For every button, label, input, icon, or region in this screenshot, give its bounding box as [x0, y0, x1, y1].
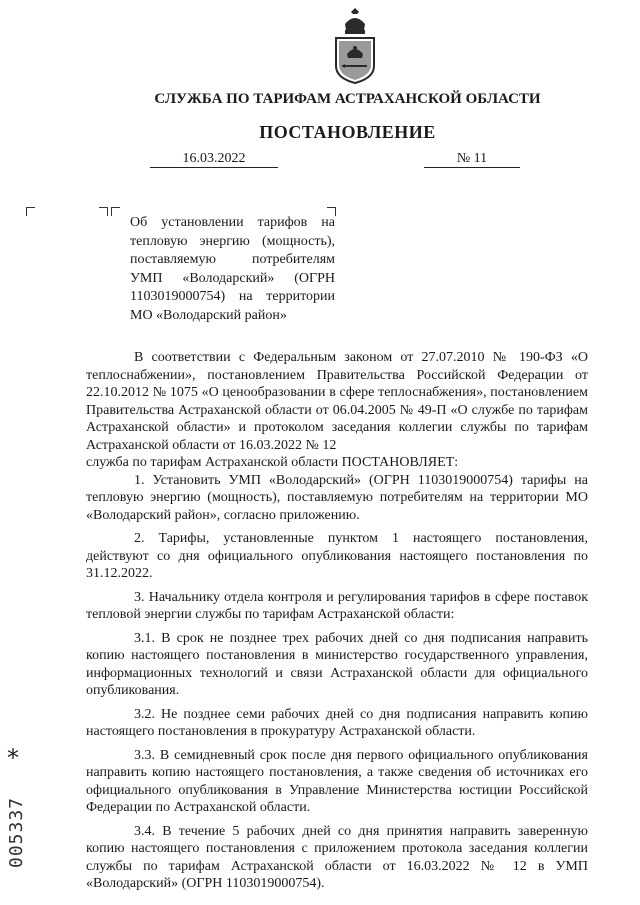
- body-paragraph: 3.3. В семидневный срок после дня первого официального опубликования направить копию настоящего постановления, а также сведения об источниках его официального опубликования в Управление Министерства юстиции Российской Федерации по Астраханской области.: [86, 747, 588, 815]
- body-paragraph: 1. Установить УМП «Володарский» (ОГРН 1103019000754) тарифы на тепловую энергию (мощность), поставляемую потребителям на территории МО «Володарский район», согласно приложению.: [86, 472, 588, 523]
- body-paragraph: В соответствии с Федеральным законом от 27.07.2010 № 190-ФЗ «О теплоснабжении», постановлением Правительства Российской Федерации от 22.10.2012 № 1075 «О ценообразовании в сфере теплоснабжения», постановлением Правительства Астраханской области от 06.04.2005 № 49-П «О службе по тарифам Астраханской области» и протоколом заседания коллегии службы по тарифам Астраханской области от 16.03.2022 № 12: [86, 350, 588, 453]
- document-body: [86, 349, 588, 899]
- document-type: ПОСТАНОВЛЕНИЕ: [259, 122, 436, 142]
- document-date: 16.03.2022: [150, 150, 278, 168]
- body-paragraph: 3.1. В срок не позднее трех рабочих дней со дня подписания направить копию настоящего постановления в министерство государственного управления, информационных технологий и связи Астраханской области для официального опубликования.: [86, 630, 588, 698]
- corner-mark: [99, 207, 108, 216]
- serial-stamp: [6, 788, 28, 868]
- body-paragraph: 2. Тарифы, установленные пунктом 1 настоящего постановления, действуют со дня официального опубликования настоящего постановления по 31.12.2022.: [86, 531, 588, 581]
- agency-name: СЛУЖБА ПО ТАРИФАМ АСТРАХАНСКОЙ ОБЛАСТИ: [154, 91, 541, 107]
- corner-mark: [26, 207, 35, 216]
- coat-of-arms-icon: [333, 8, 377, 84]
- body-paragraph: служба по тарифам Астраханской области ПОСТАНОВЛЯЕТ:: [86, 455, 459, 470]
- document-number: № 11: [424, 150, 520, 168]
- serial-stamp-text: 005337: [6, 796, 27, 868]
- body-paragraph: 3.2. Не позднее семи рабочих дней со дня подписания направить копию настоящего постановления в прокуратуру Астраханской области.: [86, 706, 588, 739]
- corner-mark: [111, 207, 120, 216]
- asterisk-mark: *: [7, 744, 19, 772]
- body-paragraph: 3.4. В течение 5 рабочих дней со дня принятия направить заверенную копию настоящего постановления с приложением протокола заседания коллегии службы по тарифам Астраханской области от 16.03.2022 № 12 в УМП «Володарский» (ОГРН 1103019000754).: [86, 823, 588, 891]
- document-subject: Об установлении тарифов на тепловую энергию (мощность), поставляемую потребителям УМП «Володарский» (ОГРН 1103019000754) на территории МО «Володарский район»: [130, 215, 335, 323]
- body-paragraph: 3. Начальнику отдела контроля и регулирования тарифов в сфере поставок тепловой энергии службы по тарифам Астраханской области:: [86, 589, 588, 622]
